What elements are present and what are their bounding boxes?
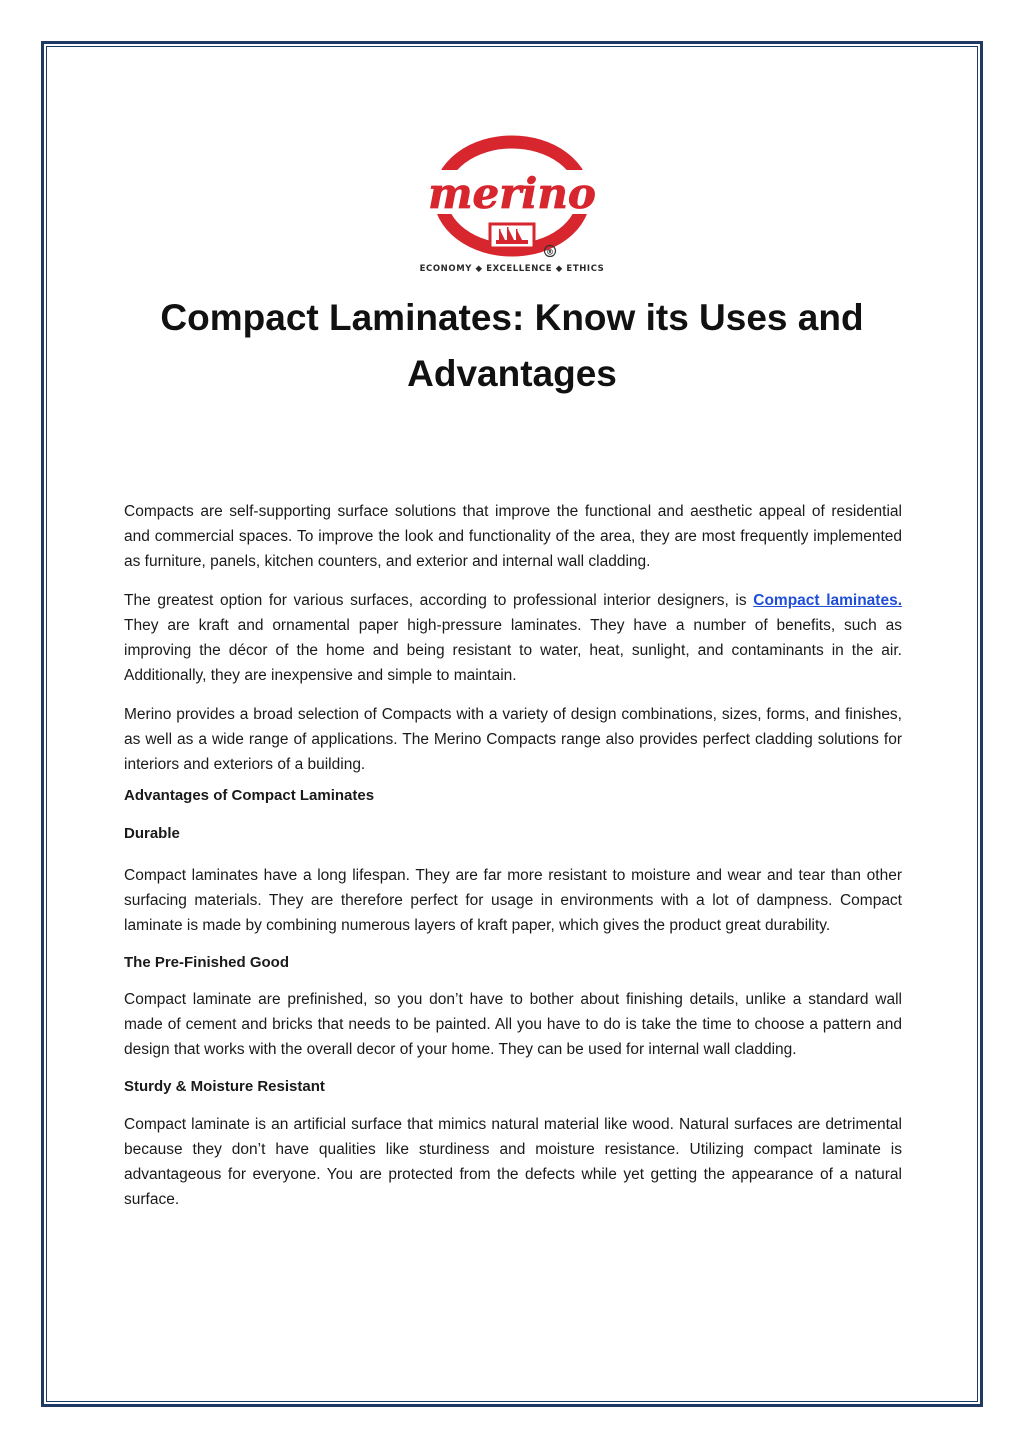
section-heading-pre-finished: The Pre-Finished Good [124, 954, 290, 971]
logo-wordmark: merino [428, 169, 596, 218]
compact-laminates-link[interactable]: Compact laminates. [753, 592, 903, 609]
advantages-heading: Advantages of Compact Laminates [124, 787, 375, 804]
merino-range-paragraph: Merino provides a broad selection of Compacts with a variety of design combinations, sizes, forms, and finishes, as well as a wide range of applications. The Merino Compacts range also provides perfect cladding solutions for interiors and exteriors of a building. [124, 706, 902, 773]
registered-mark: ® [546, 247, 554, 257]
logo-tagline: ECONOMY ◆ EXCELLENCE ◆ ETHICS [419, 264, 605, 274]
section-heading-durable: Durable [124, 825, 180, 842]
merino-logo [408, 134, 616, 282]
section-heading-sturdy: Sturdy & Moisture Resistant [124, 1078, 325, 1095]
paragraph2-text-after-link: They are kraft and ornamental paper high-pressure laminates. They have a number of benefits, such as improving the décor of the home and being resistant to water, heat, sunlight, and contaminants in the air. Additionally, they are inexpensive and simple to maintain. [124, 617, 902, 684]
article-body [124, 499, 902, 1212]
section-body-sturdy: Compact laminate is an artificial surface that mimics natural material like wood. Natural surfaces are detrimental because they don’t have qualities like sturdiness and moisture resistance. Utilizing compact laminate is advantageous for everyone. You are protected from the defects while yet getting the appearance of a natural surface. [124, 1116, 902, 1208]
page-title: Compact Laminates: Know its Uses and Advantages [160, 297, 864, 394]
section-body-durable: Compact laminates have a long lifespan. They are far more resistant to moisture and wear and tear than other surfacing materials. They are therefore perfect for usage in environments with a lot of dampness. Compact laminate is made by combining numerous layers of kraft paper, which gives the product great durability. [124, 867, 902, 934]
paragraph-compact-laminates [124, 588, 902, 688]
paragraph2-text-before-link: The greatest option for various surfaces, according to professional interior designers, is [124, 592, 754, 609]
section-body-pre-finished: Compact laminate are prefinished, so you don’t have to bother about finishing details, unlike a standard wall made of cement and bricks that needs to be painted. All you have to do is take the time to choose a pattern and design that works with the overall decor of your home. They can be used for internal wall cladding. [124, 991, 902, 1058]
merino-logo-mark [408, 134, 616, 262]
intro-paragraph: Compacts are self-supporting surface solutions that improve the functional and aesthetic appeal of residential and commercial spaces. To improve the look and functionality of the area, they are most frequently implemented as furniture, panels, kitchen counters, and exterior and internal wall cladding. [124, 503, 902, 570]
